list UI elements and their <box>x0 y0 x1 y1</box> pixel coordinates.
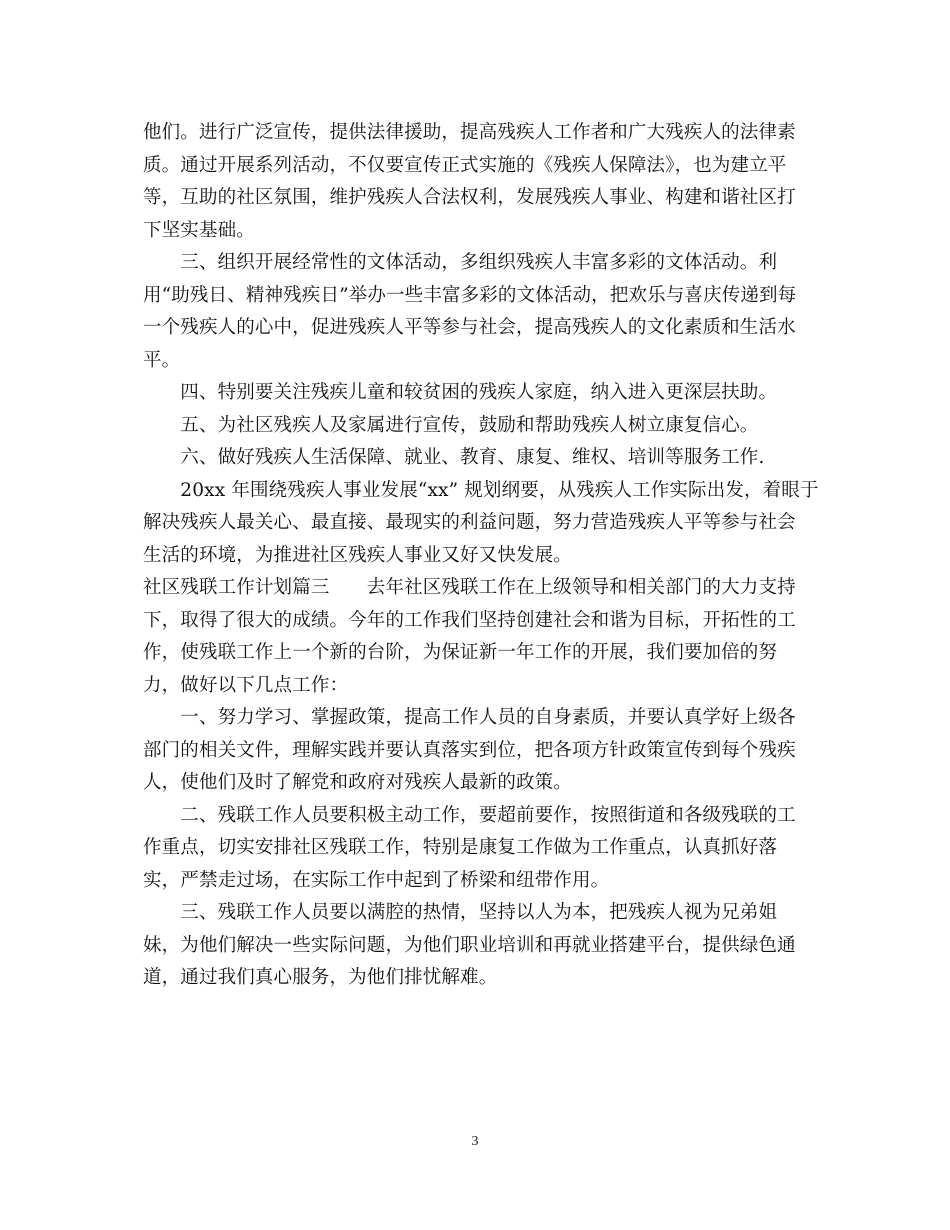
text-line: 下坚实基础。 <box>143 219 255 241</box>
text-line: 下，取得了很大的成绩。今年的工作我们坚持创建社会和谐为目标，开拓性的工 <box>143 609 796 631</box>
page-number: 3 <box>471 1134 479 1149</box>
text-line: 20xx 年围绕残疾人事业发展“xx” 规划纲要，从残疾人工作实际出发，着眼于 <box>143 479 819 501</box>
text-line: 二、残联工作人员要积极主动工作，要超前要作，按照街道和各级残联的工 <box>143 804 796 826</box>
text-line: 他们。进行广泛宣传，提供法律援助，提高残疾人工作者和广大残疾人的法律素 <box>143 122 796 143</box>
text-line: 质。通过开展系列活动，不仅要宣传正式实施的《残疾人保障法》，也为建立平 <box>143 154 787 176</box>
text-line: 作，使残联工作上一个新的台阶，为保证新一年工作的开展，我们要加倍的努 <box>143 642 778 663</box>
text-line: 生活的环境，为推进社区残疾人事业又好又快发展。 <box>143 544 572 566</box>
text-line: 一个残疾人的心中，促进残疾人平等参与社会，提高残疾人的文化素质和生活水 <box>143 317 796 338</box>
text-line: 平。 <box>143 349 181 371</box>
text-line: 作重点，切实安排社区残联工作，特别是康复工作做为工作重点，认真抓好落 <box>143 837 778 858</box>
text-line: 力，做好以下几点工作： <box>143 674 349 696</box>
section-heading-line: 社区残联工作计划篇三 去年社区残联工作在上级领导和相关部门的大力支持 <box>143 577 796 598</box>
text-line: 三、残联工作人员要以满腔的热情，坚持以人为本，把残疾人视为兄弟姐 <box>143 902 778 923</box>
text-line: 一、努力学习、掌握政策，提高工作人员的自身素质，并要认真学好上级各 <box>143 707 796 728</box>
text-line: 五、为社区残疾人及家属进行宣传，鼓励和帮助残疾人树立康复信心。 <box>143 414 759 436</box>
text-line: 部门的相关文件，理解实践并要认真落实到位，把各项方针政策宣传到每个残疾 <box>143 739 796 761</box>
text-line: 四、特别要关注残疾儿童和较贫困的残疾人家庭，纳入进入更深层扶助。 <box>143 382 778 403</box>
text-line: 妹，为他们解决一些实际问题，为他们职业培训和再就业搭建平台，提供绿色通 <box>143 934 796 956</box>
text-line: 人，使他们及时了解党和政府对残疾人最新的政策。 <box>143 772 572 793</box>
body-text <box>143 117 819 995</box>
text-line: 解决残疾人最关心、最直接、最现实的利益问题，努力营造残疾人平等参与社会 <box>143 512 796 533</box>
text-line: 实，严禁走过场，在实际工作中起到了桥梁和纽带作用。 <box>143 869 610 891</box>
text-line: 用“助残日、精神残疾日”举办一些丰富多彩的文体活动，把欢乐与喜庆传递到每 <box>143 284 797 306</box>
text-line: 六、做好残疾人生活保障、就业、教育、康复、维权、培训等服务工作. <box>143 447 765 468</box>
text-line: 三、组织开展经常性的文体活动，多组织残疾人丰富多彩的文体活动。利 <box>143 252 778 273</box>
text-line: 道，通过我们真心服务，为他们排忧解难。 <box>143 967 498 988</box>
text-line: 等，互助的社区氛围，维护残疾人合法权利，发展残疾人事业、构建和谐社区打 <box>143 187 796 208</box>
